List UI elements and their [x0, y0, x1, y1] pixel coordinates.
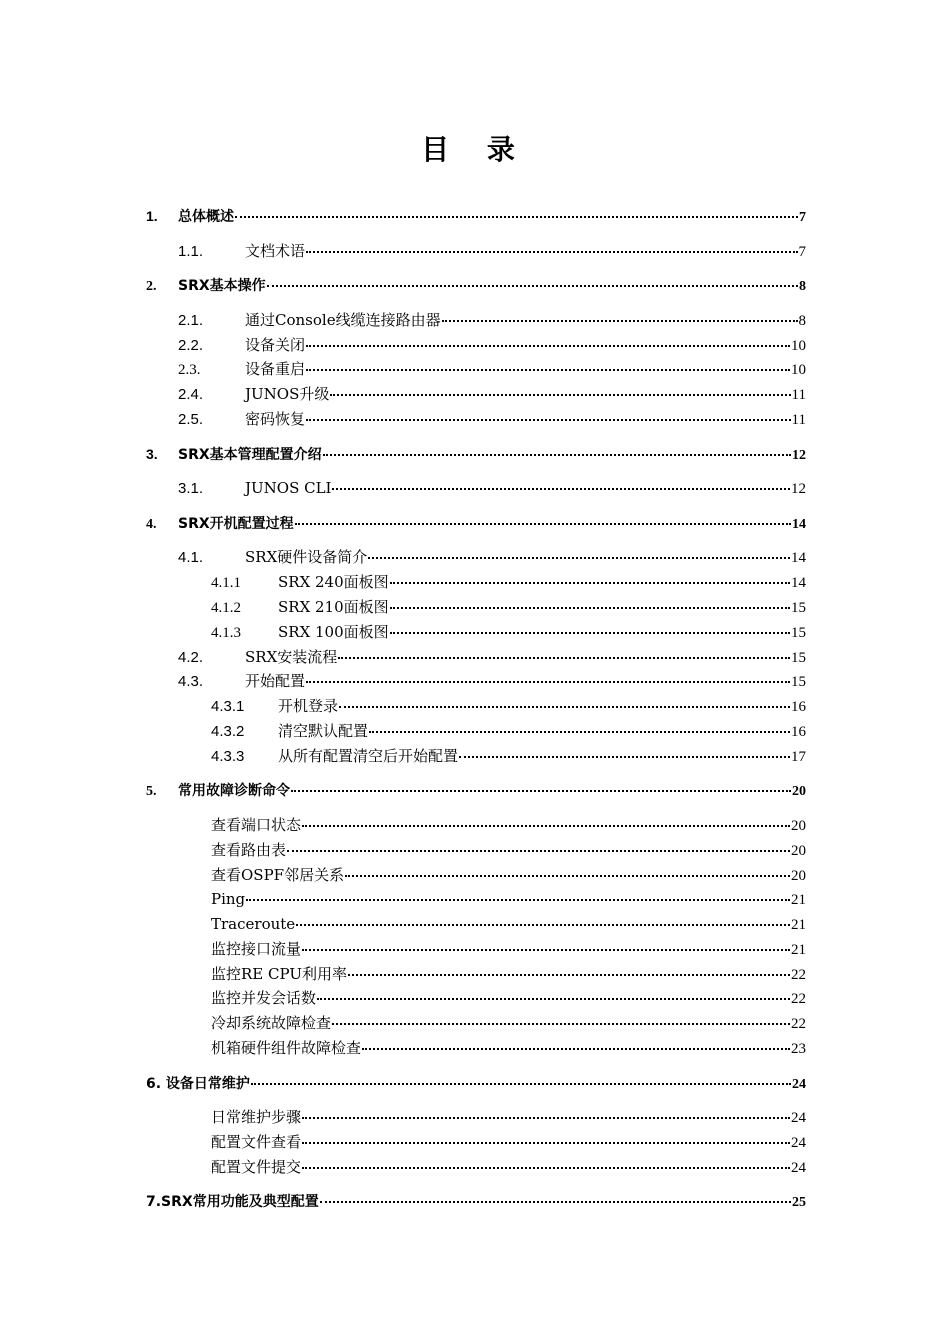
toc-entry-page-number: 10: [791, 337, 806, 354]
toc-entry-page-number: 24: [791, 1135, 806, 1152]
toc-entry-page-number: 20: [792, 784, 806, 800]
toc-entry-page-number: 14: [791, 550, 806, 567]
toc-entry-page-number: 11: [791, 387, 806, 404]
toc-entry-page-number: 23: [791, 1041, 806, 1058]
toc-entry[interactable]: [146, 406, 806, 431]
dot-leader: [339, 690, 790, 708]
toc-entry-page-number: 16: [791, 723, 806, 740]
toc-entry-label: 文档术语: [245, 241, 306, 260]
toc-entry-page-number: 15: [791, 649, 806, 666]
toc-entry-label: SRX基本管理配置介绍: [178, 446, 322, 463]
toc-entry-label: Ping: [211, 890, 246, 909]
toc-entry-label: 监控接口流量: [211, 939, 302, 958]
toc-entry-label: SRX 100面板图: [278, 622, 389, 641]
toc-entry-number: 4.2.: [178, 648, 204, 666]
toc-entry-label: 总体概述: [178, 209, 234, 225]
dot-leader: [330, 378, 790, 396]
toc-title: 目 录: [421, 133, 529, 166]
toc-entry-page-number: 16: [791, 699, 806, 716]
toc-entry-page-number: 21: [791, 917, 806, 934]
toc-entry-label: 设备关闭: [245, 335, 306, 354]
toc-entry-page-number: 12: [791, 481, 806, 498]
dot-leader: [345, 859, 790, 877]
dot-leader: [323, 438, 791, 456]
toc-entry-page-number: 12: [792, 447, 806, 463]
dot-leader: [302, 933, 790, 951]
toc-entry-label: SRX开机配置过程: [178, 515, 294, 532]
dot-leader: [332, 472, 790, 490]
dot-leader: [267, 269, 798, 287]
toc-entry-number: 4.1.2: [211, 599, 241, 616]
toc-entry-page-number: 20: [791, 867, 806, 884]
toc-entry-page-number: 7: [799, 210, 806, 225]
toc-entry-number: 3.: [146, 445, 158, 462]
dot-leader: [306, 235, 797, 253]
toc-entry[interactable]: [146, 1035, 806, 1060]
dot-leader: [235, 200, 798, 218]
toc-entry-page-number: 22: [791, 966, 806, 983]
toc-entry-label: Traceroute: [211, 915, 296, 934]
toc-entry[interactable]: [146, 510, 806, 535]
dot-leader: [320, 1185, 791, 1203]
toc-entry-number: 2.: [146, 279, 157, 295]
toc-entry-label: 开始配置: [245, 672, 306, 691]
toc-entry-label: 6. 设备日常维护: [146, 1075, 250, 1092]
toc-entry-label: SRX 210面板图: [278, 597, 389, 616]
toc-entry-page-number: 24: [792, 1076, 806, 1092]
dot-leader: [390, 566, 790, 584]
toc-entry-number: 2.4.: [178, 386, 204, 404]
dot-leader: [362, 1032, 790, 1050]
dot-leader: [442, 304, 798, 322]
toc-entry[interactable]: [146, 1188, 806, 1213]
toc-entry-page-number: 7: [798, 243, 806, 260]
dot-leader: [306, 329, 790, 347]
toc-entry-page-number: 15: [791, 674, 806, 691]
dot-leader: [459, 740, 790, 758]
toc-entry-label: 监控RE CPU利用率: [211, 964, 347, 983]
toc-entry-label: SRX基本操作: [178, 278, 266, 295]
toc-entry-label: 监控并发会话数: [211, 989, 317, 1008]
dot-leader: [246, 883, 790, 901]
toc-entry-label: JUNOS升级: [245, 385, 330, 404]
toc-entry-label: 机箱硬件组件故障检查: [211, 1039, 362, 1058]
toc-entry-page-number: 8: [798, 312, 806, 329]
dot-leader: [369, 715, 790, 733]
dot-leader: [306, 665, 790, 683]
toc-entry-number: 4.3.2: [211, 722, 245, 740]
toc-entry-page-number: 14: [791, 575, 806, 592]
toc-entry[interactable]: [146, 1070, 806, 1095]
dot-leader: [287, 834, 790, 852]
toc-entry-label: 常用故障诊断命令: [178, 783, 290, 800]
toc-entry-page-number: 20: [791, 817, 806, 834]
toc-entry-page-number: 14: [792, 516, 806, 532]
toc-entry-page-number: 24: [791, 1110, 806, 1127]
toc-entry-label: 清空默认配置: [278, 721, 369, 740]
toc-entry-number: 2.5.: [178, 410, 204, 428]
toc-entry-page-number: 8: [799, 279, 806, 295]
toc-entry-label: SRX硬件设备简介: [245, 548, 368, 567]
toc-entry-label: 开机登录: [278, 697, 339, 716]
toc-entry-page-number: 24: [791, 1159, 806, 1176]
toc-entry-label: 设备重启: [245, 360, 306, 379]
toc-entry-label: 配置文件提交: [211, 1157, 302, 1176]
dot-leader: [291, 774, 791, 792]
dot-leader: [348, 958, 790, 976]
dot-leader: [368, 541, 790, 559]
dot-leader: [251, 1067, 791, 1085]
dot-leader: [302, 1126, 790, 1144]
toc-entry-label: 查看路由表: [211, 840, 287, 859]
toc-entry-page-number: 21: [791, 941, 806, 958]
dot-leader: [306, 353, 790, 371]
toc-entry[interactable]: [146, 743, 806, 768]
toc-entry-page-number: 10: [791, 362, 806, 379]
toc-entry-label: JUNOS CLI: [245, 479, 332, 498]
toc-entry-number: 4.3.: [178, 673, 204, 691]
toc-entry-label: 查看OSPF邻居关系: [211, 865, 345, 884]
toc-entry-page-number: 11: [791, 411, 806, 428]
toc-entry-number: 4.3.3: [211, 747, 245, 765]
toc-entry-label: 7.SRX常用功能及典型配置: [146, 1194, 319, 1211]
toc-entry[interactable]: [146, 777, 806, 802]
toc-entry-number: 3.1.: [178, 480, 204, 498]
toc-entry-number: 4.1.3: [211, 624, 241, 641]
dot-leader: [306, 403, 791, 421]
dot-leader: [332, 1007, 790, 1025]
toc-entry-number: 2.3.: [178, 362, 201, 379]
dot-leader: [302, 1101, 790, 1119]
dot-leader: [302, 809, 790, 827]
toc-entry-label: 从所有配置清空后开始配置: [278, 746, 459, 765]
toc-entry-label: 配置文件查看: [211, 1133, 302, 1152]
toc-entry[interactable]: [146, 238, 806, 263]
toc-entry-number: 4.: [146, 516, 157, 532]
dot-leader: [317, 982, 790, 1000]
toc-entry-page-number: 17: [791, 748, 806, 765]
toc-entry[interactable]: [146, 475, 806, 500]
toc-entry[interactable]: [146, 272, 806, 297]
toc-entry-number: 4.1.: [178, 549, 204, 567]
toc-entry-label: 查看端口状态: [211, 815, 302, 834]
toc-entry[interactable]: [146, 203, 806, 228]
toc-entry[interactable]: [146, 1154, 806, 1179]
toc-entry-page-number: 15: [791, 599, 806, 616]
toc-entry-label: SRX 240面板图: [278, 573, 389, 592]
toc-entry-label: SRX安装流程: [245, 647, 338, 666]
dot-leader: [390, 616, 790, 634]
dot-leader: [338, 641, 790, 659]
toc-entry-page-number: 21: [791, 892, 806, 909]
dot-leader: [295, 507, 791, 525]
dot-leader: [296, 908, 790, 926]
toc-entry-number: 2.1.: [178, 311, 204, 329]
toc-entry-number: 1.1.: [178, 242, 204, 260]
toc-entry-page-number: 22: [791, 1016, 806, 1033]
toc-entry[interactable]: [146, 441, 806, 466]
toc-entry-page-number: 15: [791, 624, 806, 641]
toc-entry-page-number: 25: [792, 1195, 806, 1211]
toc-entry-number: 4.3.1: [211, 698, 245, 716]
toc-entry-page-number: 22: [791, 991, 806, 1008]
toc-entry-label: 冷却系统故障检查: [211, 1014, 332, 1033]
toc-entry-number: 1.: [146, 208, 158, 224]
toc-entry-label: 通过Console线缆连接路由器: [245, 310, 441, 329]
table-of-contents: [146, 203, 806, 1213]
toc-entry-number: 4.1.1: [211, 575, 241, 592]
toc-entry-label: 密码恢复: [245, 409, 306, 428]
dot-leader: [302, 1151, 790, 1169]
toc-entry-number: 5.: [146, 784, 157, 800]
toc-entry-number: 2.2.: [178, 336, 204, 354]
dot-leader: [390, 591, 790, 609]
toc-entry-page-number: 20: [791, 842, 806, 859]
toc-entry-label: 日常维护步骤: [211, 1108, 302, 1127]
